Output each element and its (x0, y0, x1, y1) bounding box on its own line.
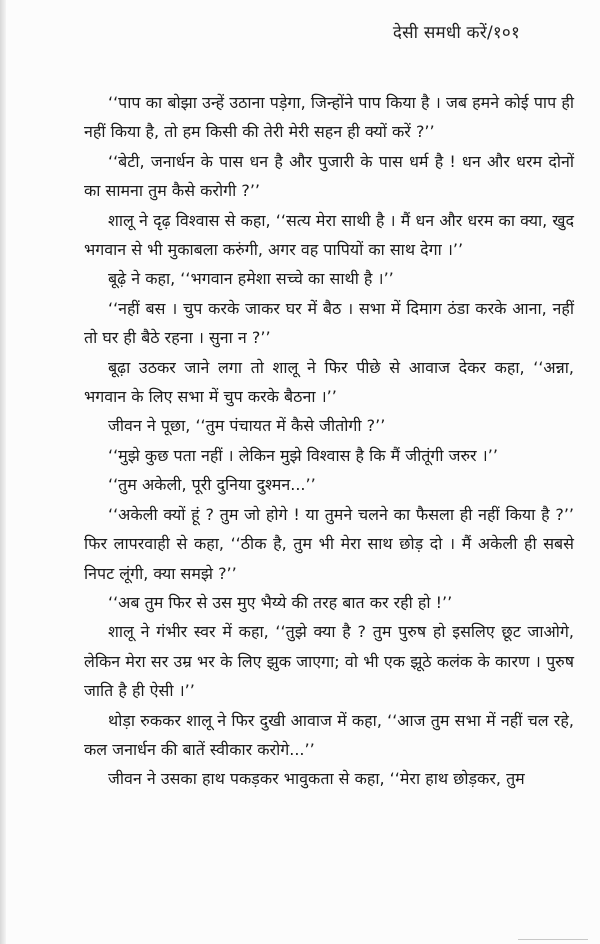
paragraph: जीवन ने पूछा, ‘‘तुम पंचायत में कैसे जीतोगी ?’’ (108, 416, 386, 436)
paragraph: थोड़ा रुककर शालू ने फिर दुखी आवाज में कहा, ‘‘आज तुम सभा में नहीं चल रहे, कल जनार्धन की बातें स्वीकार करोगे...’’ (84, 710, 574, 759)
paragraph: ‘‘बेटी, जनार्धन के पास धन है और पुजारी के पास धर्म है ! धन और धरम दोनों का सामना तुम कैसे करोगी ?’’ (84, 151, 574, 201)
paragraph: ‘‘नहीं बस । चुप करके जाकर घर में बैठ । सभा में दिमाग ठंडा करके आना, नहीं तो घर ही बैठे रहना । सुना न ?’’ (84, 298, 574, 348)
paragraph: जीवन ने उसका हाथ पकड़कर भावुकता से कहा, ‘‘मेरा हाथ छोड़कर, तुम (108, 769, 525, 789)
paragraph: बूढ़े ने कहा, ‘‘भगवान हमेशा सच्चे का साथी है ।’’ (108, 269, 394, 289)
paragraph: ‘‘तुम अकेली, पूरी दुनिया दुश्मन...’’ (108, 475, 316, 495)
paragraph: ‘‘पाप का बोझा उन्हें उठाना पड़ेगा, जिन्होंने पाप किया है । जब हमने कोई पाप ही नहीं किया है, तो हम किसी की तेरी मेरी सहन ही क्यों करें ?’’ (84, 93, 574, 142)
paragraph: ‘‘अकेली क्यों हूं ? तुम जो होगे ! या तुमने चलने का फैसला ही नहीं किया है ?’’ फिर लापरवाही से कहा, ‘‘ठीक है, तुम भी मेरा साथ छोड़ दो । मैं अकेली ही सबसे निपट लूंगी, क्या समझे ?’’ (84, 504, 574, 583)
page-bottom-mark (518, 939, 588, 940)
running-header: देसी समधी करें/१०१ (392, 23, 520, 43)
paragraph: बूढ़ा उठकर जाने लगा तो शालू ने फिर पीछे से आवाज देकर कहा, ‘‘अन्ना, भगवान के लिए सभा में चुप करके बैठना ।’’ (84, 357, 574, 407)
paragraph: ‘‘मुझे कुछ पता नहीं । लेकिन मुझे विश्वास है कि मैं जीतूंगी जरुर ।’’ (108, 445, 498, 465)
paragraph: ‘‘अब तुम फिर से उस मुए भैय्ये की तरह बात कर रही हो !’’ (108, 592, 453, 612)
page-binding-edge (0, 0, 6, 944)
paragraph: शालू ने गंभीर स्वर में कहा, ‘‘तुझे क्या है ? तुम पुरुष हो इसलिए छूट जाओगे, लेकिन मेरा सर उम्र भर के लिए झुक जाएगा; वो भी एक झूठे कलंक के कारण । पुरुष जाति है ही ऐसी ।’’ (84, 622, 574, 701)
paragraph: शालू ने दृढ़ विश्वास से कहा, ‘‘सत्य मेरा साथी है । मैं धन और धरम का क्या, खुद भगवान से भी मुकाबला करुंगी, अगर वह पापियों का साथ देगा ।’’ (84, 210, 574, 260)
body-text (84, 88, 574, 794)
